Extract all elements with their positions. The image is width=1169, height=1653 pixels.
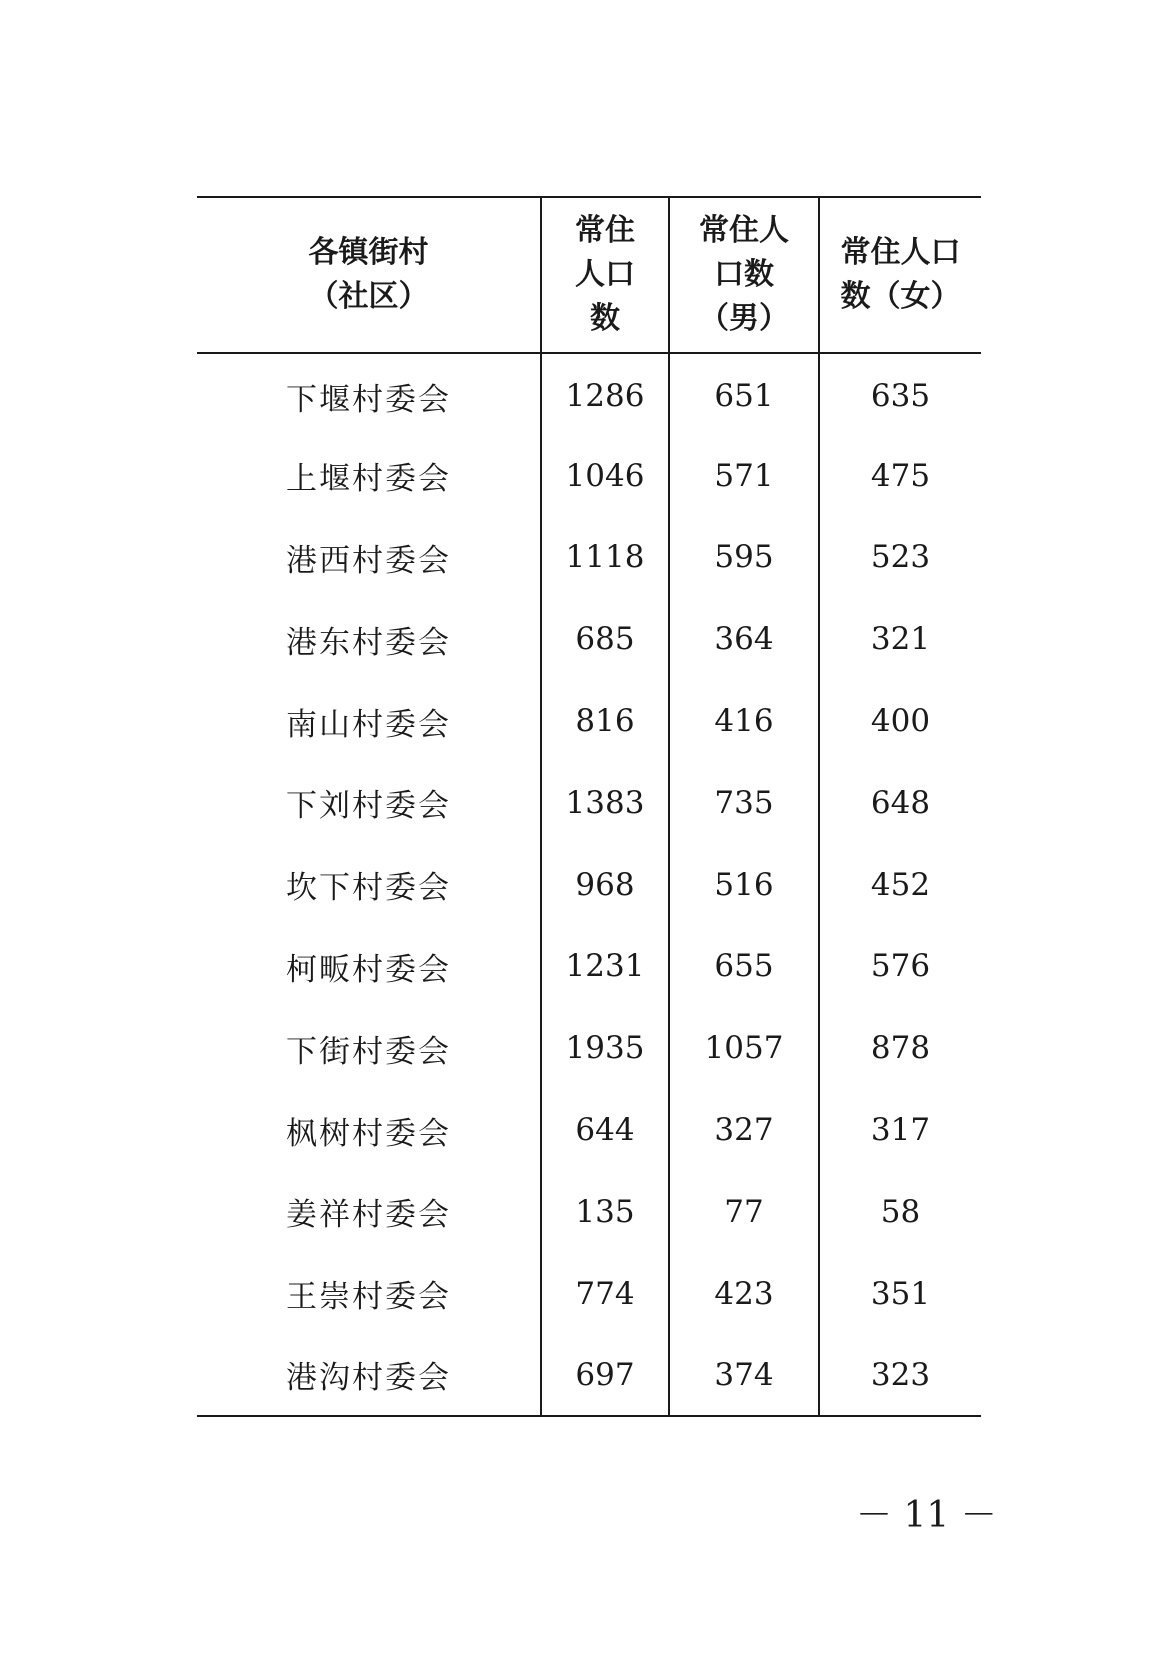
table-row <box>197 1335 981 1417</box>
header-town-village <box>197 197 541 353</box>
total-population: 697 <box>541 1335 669 1417</box>
table-row <box>197 435 981 517</box>
male-population: 651 <box>669 353 819 435</box>
total-population: 816 <box>541 680 669 762</box>
village-name: 姜祥村委会 <box>197 1171 541 1253</box>
total-population: 685 <box>541 598 669 680</box>
female-population: 523 <box>870 539 931 576</box>
female-population: 321 <box>870 621 931 658</box>
total-population: 1383 <box>541 762 669 844</box>
female-population: 351 <box>870 1275 931 1312</box>
header-line: 数 <box>590 301 620 336</box>
header-resident-male <box>669 197 819 353</box>
header-resident-population <box>541 197 669 353</box>
female-population: 648 <box>870 784 931 821</box>
table-row <box>197 844 981 926</box>
male-population: 374 <box>669 1335 819 1417</box>
table-row <box>197 1253 981 1335</box>
male-population: 364 <box>669 598 819 680</box>
total-population: 135 <box>541 1171 669 1253</box>
village-name: 下刘村委会 <box>197 762 541 844</box>
table-row <box>197 353 981 435</box>
male-population: 1057 <box>669 1007 819 1089</box>
table-row <box>197 1089 981 1171</box>
female-population: 323 <box>819 1335 981 1417</box>
total-population: 774 <box>541 1253 669 1335</box>
total-population: 644 <box>541 1089 669 1171</box>
total-population: 1046 <box>541 435 669 517</box>
male-population: 327 <box>669 1089 819 1171</box>
header-row <box>197 197 981 353</box>
female-population: 475 <box>870 457 931 494</box>
population-table-container <box>197 196 981 1417</box>
village-name: 下堰村委会 <box>197 353 541 435</box>
village-name: 港东村委会 <box>197 598 541 680</box>
village-name: 港西村委会 <box>197 517 541 599</box>
table-row <box>197 926 981 1008</box>
male-population: 595 <box>669 517 819 599</box>
female-population: 58 <box>880 1193 921 1230</box>
male-population: 655 <box>669 926 819 1008</box>
header-line: 数（女） <box>840 279 961 314</box>
female-population: 400 <box>870 703 931 740</box>
female-population: 635 <box>870 378 931 415</box>
female-population: 452 <box>870 866 931 903</box>
village-name: 王崇村委会 <box>197 1253 541 1335</box>
total-population: 1231 <box>541 926 669 1008</box>
total-population: 1286 <box>541 353 669 435</box>
header-line: 人口 <box>575 257 635 292</box>
total-population: 1118 <box>541 517 669 599</box>
village-name: 枫树村委会 <box>197 1089 541 1171</box>
header-line: 常住人口 <box>840 235 961 270</box>
header-line: 各镇街村 <box>308 235 429 270</box>
male-population: 423 <box>669 1253 819 1335</box>
village-name: 港沟村委会 <box>197 1335 541 1417</box>
table-row <box>197 517 981 599</box>
header-line: 常住人 <box>699 213 789 248</box>
table-header <box>197 197 981 353</box>
village-name: 下街村委会 <box>197 1007 541 1089</box>
male-population: 571 <box>669 435 819 517</box>
header-line: 口数 <box>714 257 774 292</box>
female-population: 576 <box>870 948 931 985</box>
male-population: 516 <box>669 844 819 926</box>
table-row <box>197 598 981 680</box>
header-line: （男） <box>699 301 789 336</box>
male-population: 416 <box>669 680 819 762</box>
table-row <box>197 762 981 844</box>
total-population: 968 <box>541 844 669 926</box>
male-population: 77 <box>669 1171 819 1253</box>
header-line: 常住 <box>575 213 635 248</box>
header-line: （社区） <box>308 279 429 314</box>
table-row <box>197 1007 981 1089</box>
total-population: 1935 <box>541 1007 669 1089</box>
header-resident-female <box>819 197 981 353</box>
female-population: 317 <box>870 1112 931 1149</box>
male-population: 735 <box>669 762 819 844</box>
village-name: 柯畈村委会 <box>197 926 541 1008</box>
population-table <box>197 196 981 1417</box>
village-name: 上堰村委会 <box>197 435 541 517</box>
village-name: 坎下村委会 <box>197 844 541 926</box>
table-body <box>197 353 981 1416</box>
table-row <box>197 680 981 762</box>
table-row <box>197 1171 981 1253</box>
female-population: 878 <box>870 1030 931 1067</box>
page-number: － 11 － <box>856 1495 997 1536</box>
village-name: 南山村委会 <box>197 680 541 762</box>
